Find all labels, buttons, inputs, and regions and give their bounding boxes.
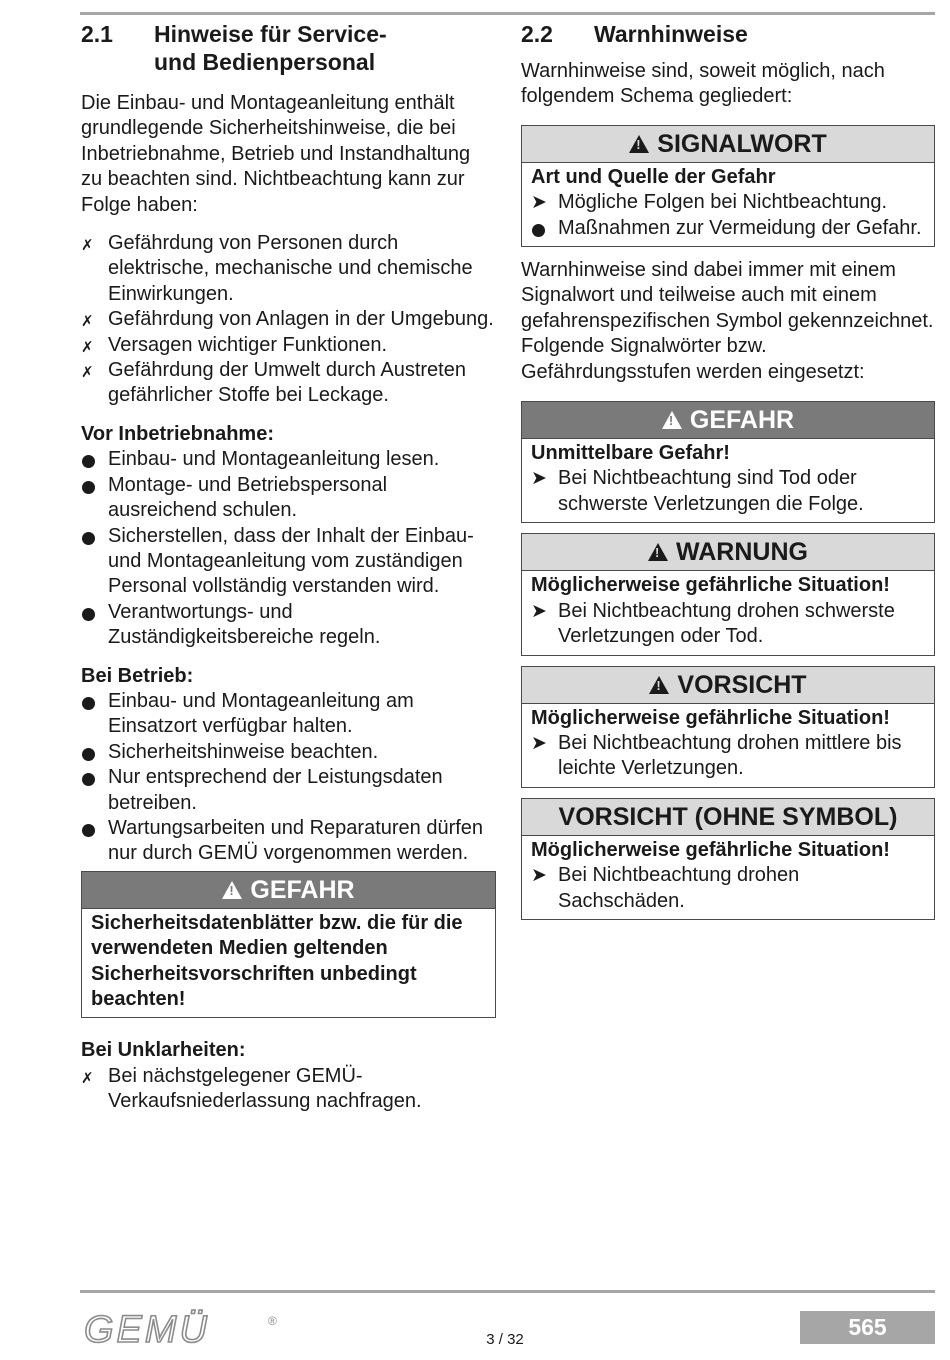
during-operation-list: [81, 689, 496, 867]
measure-list: [531, 216, 926, 241]
svg-text:®: ®: [268, 1314, 277, 1328]
list-item: ➤ Bei Nichtbeachtung drohen Sachschäden.: [531, 863, 926, 914]
list-item: Sicherstellen, dass der Inhalt der Einbau- und Montageanleitung vom zuständigen Personal vollständig verstanden wird.: [81, 524, 496, 600]
warning-box-body: [522, 439, 934, 522]
unclear-heading: Bei Unklarheiten:: [81, 1039, 246, 1062]
consequence-list: [81, 231, 496, 409]
consequence-list: [531, 731, 926, 782]
list-item: Einbau- und Montageanleitung am Einsatzort verfügbar halten.: [81, 689, 496, 740]
page-number: 3 / 32: [486, 1331, 524, 1348]
warning-box-text: Sicherheitsdatenblätter bzw. die für die verwendeten Medien geltenden Sicherheitsvorschriften unbedingt beachten!: [91, 911, 463, 1010]
section-2-2-heading: [521, 20, 935, 48]
intro-paragraph: Warnhinweise sind, soweit möglich, nach folgendem Schema gegliedert:: [521, 60, 885, 108]
unclear-list: [81, 1064, 496, 1115]
list-item: ➤ Bei Nichtbeachtung drohen schwerste Verletzungen oder Tod.: [531, 599, 926, 650]
warning-box-header: !WARNUNG: [522, 534, 934, 571]
hazard-type-heading: Art und Quelle der Gefahr: [531, 165, 776, 188]
warning-box-header: !SIGNALWORT: [522, 126, 934, 163]
list-item: ✗ Gefährdung von Anlagen in der Umgebung.: [81, 307, 496, 332]
warning-box-header: !GEFAHR: [82, 872, 495, 909]
list-item: ✗ Bei nächstgelegener GEMÜ-Verkaufsniederlassung nachfragen.: [81, 1064, 496, 1115]
list-item: ✗ Gefährdung von Personen durch elektrische, mechanische und chemische Einwirkungen.: [81, 231, 496, 307]
warnung-level-box: [521, 533, 935, 655]
section-2-1: [81, 20, 496, 1115]
list-item: Nur entsprechend der Leistungsdaten betreiben.: [81, 765, 496, 816]
level-heading: Möglicherweise gefährliche Situation!: [531, 838, 890, 861]
warning-box-body: [82, 909, 495, 1018]
warning-box-header: VORSICHT (OHNE SYMBOL): [522, 799, 934, 836]
warning-triangle-icon: [629, 135, 649, 153]
consequence-list: [531, 863, 926, 914]
warning-triangle-icon: [649, 676, 669, 694]
consequence-list: [531, 599, 926, 650]
top-rule: [80, 12, 935, 15]
section-title: Warnhinweise: [594, 21, 748, 47]
footer-rule: [80, 1290, 935, 1293]
level-heading: Möglicherweise gefährliche Situation!: [531, 706, 890, 729]
list-item: ➤ Bei Nichtbeachtung sind Tod oder schwerste Verletzungen die Folge.: [531, 466, 926, 517]
warning-triangle-icon: [222, 881, 242, 899]
list-item: Verantwortungs- und Zuständigkeitsbereiche regeln.: [81, 600, 496, 651]
level-heading: Unmittelbare Gefahr!: [531, 442, 730, 465]
document-code-badge: 565: [800, 1311, 935, 1344]
section-2-2: [521, 20, 935, 920]
consequence-list: [531, 466, 926, 517]
vorsicht-no-symbol-level-box: [521, 798, 935, 920]
list-item: ✗ Gefährdung der Umwelt durch Austreten gefährlicher Stoffe bei Leckage.: [81, 358, 496, 409]
signal-word-paragraph: Warnhinweise sind dabei immer mit einem Signalwort und teilweise auch mit einem gefahrenspezifischen Symbol gekennzeichnet.: [521, 259, 934, 332]
signal-levels-paragraph: Folgende Signalwörter bzw. Gefährdungsstufen werden eingesetzt:: [521, 335, 865, 383]
schema-warning-box: [521, 125, 935, 247]
warning-box-body: [522, 836, 934, 919]
warning-box-body: [522, 704, 934, 787]
danger-warning-box: [81, 871, 496, 1019]
gefahr-level-box: [521, 401, 935, 523]
section-number: 2.2: [521, 21, 553, 47]
intro-paragraph: Die Einbau- und Montageanleitung enthält grundlegende Sicherheitshinweise, die bei Inbetriebnahme, Betrieb und Instandhaltung zu beachten sind. Nichtbeachtung kann zur Folge haben:: [81, 92, 471, 216]
consequence-list: [531, 190, 926, 215]
list-item: ➤ Mögliche Folgen bei Nichtbeachtung.: [531, 190, 926, 215]
list-item: ✗ Versagen wichtiger Funktionen.: [81, 333, 496, 358]
section-2-1-heading: [81, 20, 496, 76]
list-item: Maßnahmen zur Vermeidung der Gefahr.: [531, 216, 926, 241]
vorsicht-level-box: [521, 666, 935, 788]
warning-box-body: [522, 163, 934, 246]
section-number: 2.1: [81, 21, 113, 47]
warning-box-header: !GEFAHR: [522, 402, 934, 439]
warning-box-header: !VORSICHT: [522, 667, 934, 704]
during-operation-heading: Bei Betrieb:: [81, 664, 194, 687]
before-operation-heading: Vor Inbetriebnahme:: [81, 422, 274, 445]
section-title: Hinweise für Service- und Bedienpersonal: [154, 21, 387, 75]
list-item: Einbau- und Montageanleitung lesen.: [81, 447, 496, 472]
warning-triangle-icon: [662, 411, 682, 429]
svg-text:GEMÜ: GEMÜ: [84, 1309, 210, 1349]
list-item: ➤ Bei Nichtbeachtung drohen mittlere bis leichte Verletzungen.: [531, 731, 926, 782]
list-item: Sicherheitshinweise beachten.: [81, 740, 496, 765]
list-item: Montage- und Betriebspersonal ausreichend schulen.: [81, 473, 496, 524]
list-item: Wartungsarbeiten und Reparaturen dürfen nur durch GEMÜ vorgenommen werden.: [81, 816, 496, 867]
warning-box-body: [522, 571, 934, 654]
warning-triangle-icon: [648, 543, 668, 561]
before-operation-list: [81, 447, 496, 650]
level-heading: Möglicherweise gefährliche Situation!: [531, 574, 890, 597]
